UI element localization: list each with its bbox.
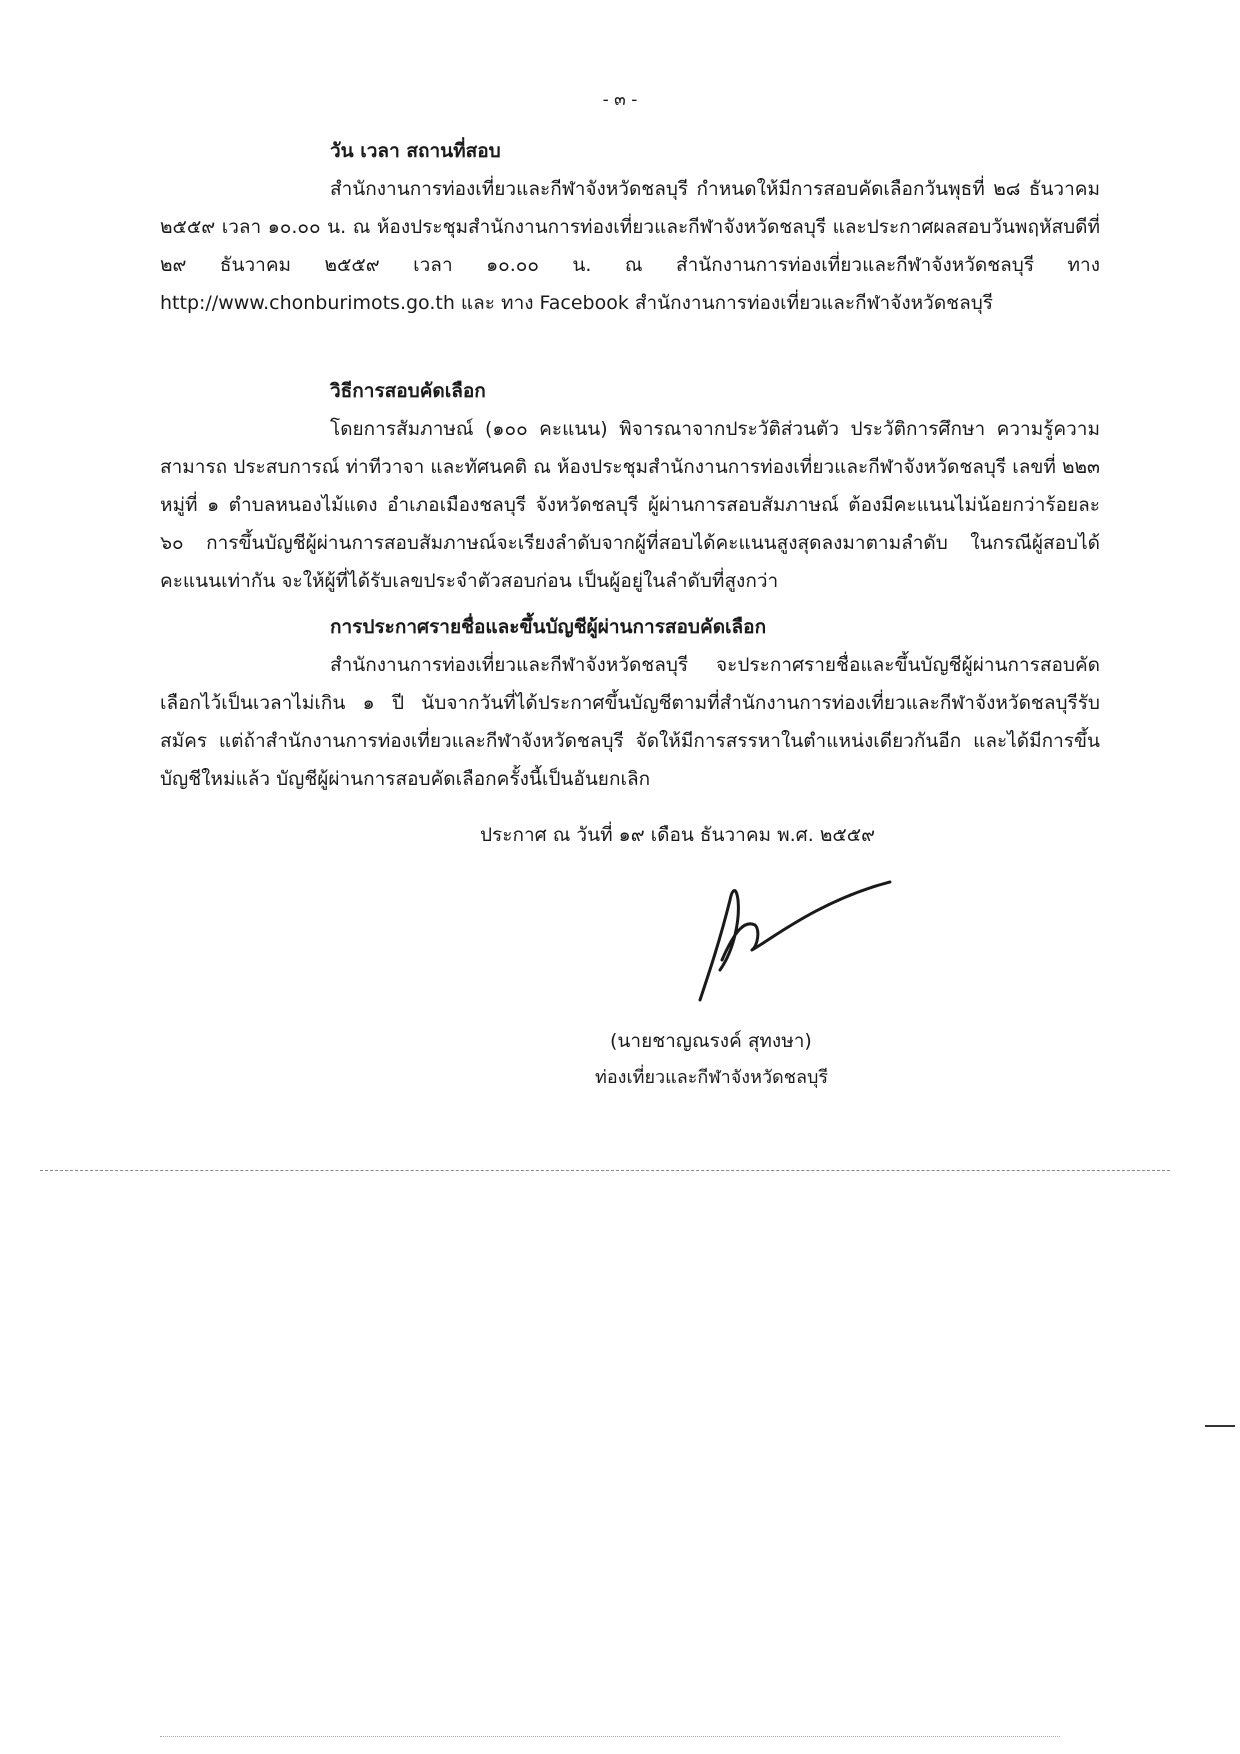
scan-divider-line — [40, 1170, 1170, 1171]
page-number: - ๓ - — [602, 90, 638, 110]
section-heading-results-announcement: การประกาศรายชื่อและขึ้นบัญชีผู้ผ่านการสอบคัดเลือก — [330, 616, 767, 638]
section-heading-exam-schedule: วัน เวลา สถานที่สอบ — [330, 140, 501, 162]
signer-title: ท่องเที่ยวและกีฬาจังหวัดชลบุรี — [595, 1067, 829, 1088]
scan-bottom-dots — [160, 1736, 1060, 1737]
section-heading-selection-method: วิธีการสอบคัดเลือก — [330, 380, 486, 402]
section-body-selection-method: โดยการสัมภาษณ์ (๑๐๐ คะแนน) พิจารณาจากประวัติส่วนตัว ประวัติการศึกษา ความรู้ความสามารถ ประสบการณ์ ท่าทีวาจา และทัศนคติ ณ ห้องประชุมสำนักงานการท่องเที่ยวและกีฬาจังหวัดชลบุรี เลขที่ ๒๒๓ หมู่ที่ ๑ ตำบลหนองไม้แดง อำเภอเมืองชลบุรี จังหวัดชลบุรี ผู้ผ่านการสอบสัมภาษณ์ ต้องมีคะแนนไม่น้อยกว่าร้อยละ ๖๐ การขึ้นบัญชีผู้ผ่านการสอบสัมภาษณ์จะเรียงลำดับจากผู้ที่สอบได้คะแนนสูงสุดลงมาตามลำดับ ในกรณีผู้สอบได้คะแนนเท่ากัน จะให้ผู้ที่ได้รับเลขประจำตัวสอบก่อน เป็นผู้อยู่ในลำดับที่สูงกว่า — [160, 418, 1100, 592]
section-body-results-announcement: สำนักงานการท่องเที่ยวและกีฬาจังหวัดชลบุรี จะประกาศรายชื่อและขึ้นบัญชีผู้ผ่านการสอบคัดเลือกไว้เป็นเวลาไม่เกิน ๑ ปี นับจากวันที่ได้ประกาศขึ้นบัญชีตามที่สำนักงานการท่องเที่ยวและกีฬาจังหวัดชลบุรีรับสมัคร แต่ถ้าสำนักงานการท่องเที่ยวและกีฬาจังหวัดชลบุรี จัดให้มีการสรรหาในตำแหน่งเดียวกันอีก และได้มีการขึ้นบัญชีใหม่แล้ว บัญชีผู้ผ่านการสอบคัดเลือกครั้งนี้เป็นอันยกเลิก — [160, 654, 1100, 790]
section-body-exam-schedule: สำนักงานการท่องเที่ยวและกีฬาจังหวัดชลบุรี กำหนดให้มีการสอบคัดเลือกวันพุธที่ ๒๘ ธันวาคม ๒๕๕๙ เวลา ๑๐.๐๐ น. ณ ห้องประชุมสำนักงานการท่องเที่ยวและกีฬาจังหวัดชลบุรี และประกาศผลสอบวันพฤหัสบดีที่ ๒๙ ธันวาคม ๒๕๕๙ เวลา ๑๐.๐๐ น. ณ สำนักงานการท่องเที่ยวและกีฬาจังหวัดชลบุรี ทาง http://www.chonburimots.go.th และ ทาง Facebook สำนักงานการท่องเที่ยวและกีฬาจังหวัดชลบุรี — [160, 178, 1100, 314]
announcement-date: ประกาศ ณ วันที่ ๑๙ เดือน ธันวาคม พ.ศ. ๒๕๕๙ — [480, 824, 876, 846]
scan-edge-mark — [1205, 1425, 1235, 1427]
handwritten-signature — [660, 860, 920, 1010]
signer-name: (นายชาญณรงค์ สุทงษา) — [610, 1030, 812, 1052]
